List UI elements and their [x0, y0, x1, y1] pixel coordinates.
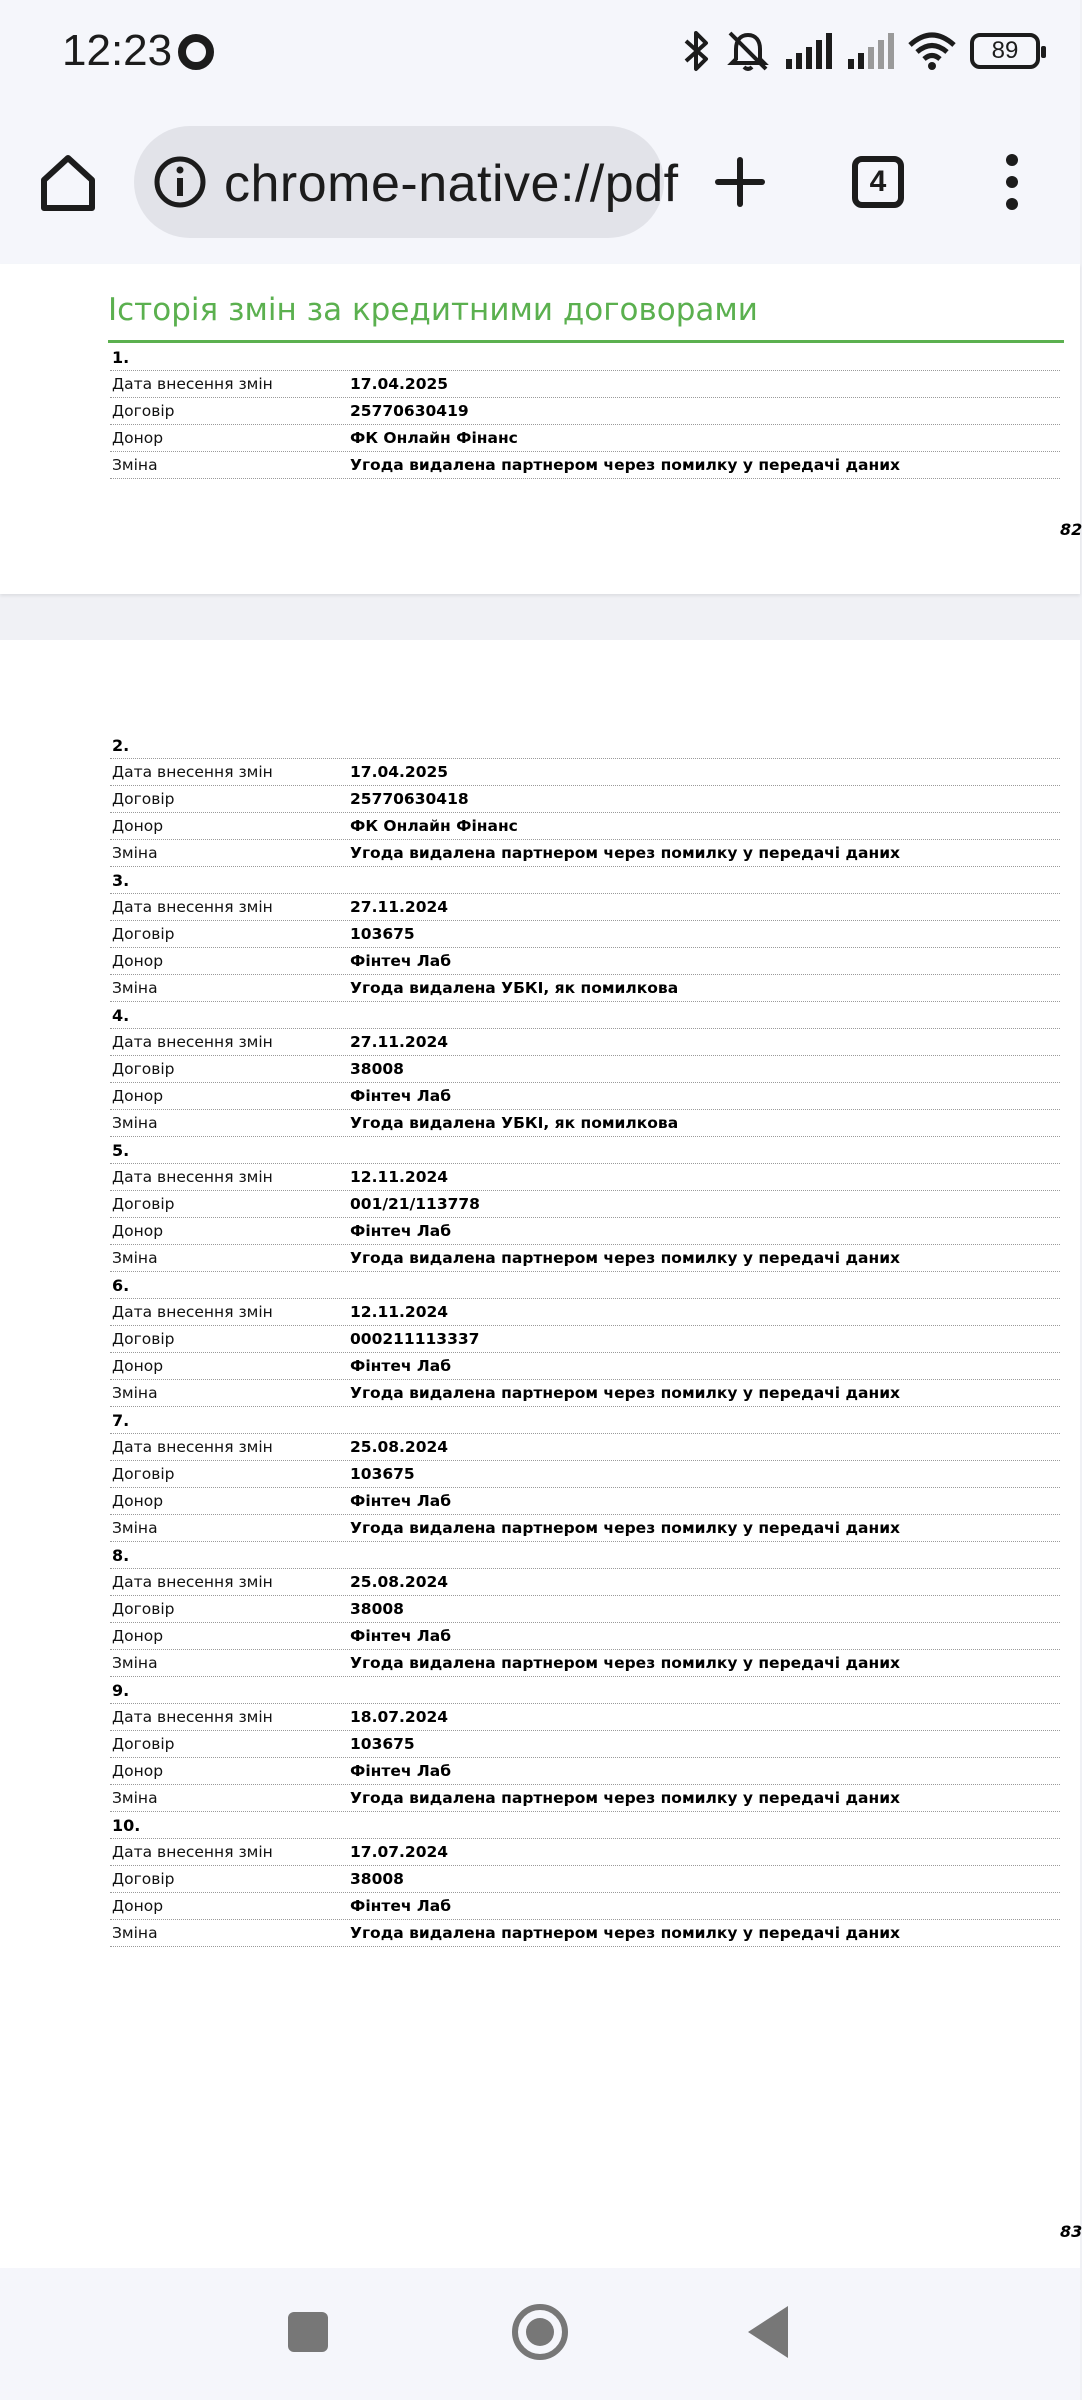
- record-label: Договір: [112, 1330, 175, 1348]
- bluetooth-icon: [682, 29, 712, 73]
- record-value: Угода видалена партнером через помилку у передачі даних: [350, 1789, 901, 1807]
- more-menu-icon[interactable]: [1000, 152, 1024, 212]
- record-row-date: [110, 1704, 1060, 1731]
- record-label: Донор: [112, 429, 164, 447]
- record-label: Дата внесення змін: [112, 1438, 273, 1456]
- pdf-viewer[interactable]: [0, 264, 1080, 2268]
- mute-icon: [726, 29, 770, 73]
- record-label: Донор: [112, 1762, 164, 1780]
- record-value: Угода видалена УБКІ, як помилкова: [350, 979, 679, 997]
- record-value: 38008: [350, 1060, 404, 1078]
- record-label: Дата внесення змін: [112, 375, 273, 393]
- record-row-date: [110, 1029, 1060, 1056]
- record-row-change: [110, 1245, 1060, 1272]
- record-row-contract: [110, 1731, 1060, 1758]
- record-label: Дата внесення змін: [112, 1843, 273, 1861]
- info-icon[interactable]: [152, 154, 208, 210]
- record-value: Фінтеч Лаб: [350, 1627, 452, 1645]
- record-label: Договір: [112, 1600, 175, 1618]
- record-label: Зміна: [112, 979, 158, 997]
- record-row-date: [110, 1164, 1060, 1191]
- record-value: Угода видалена УБКІ, як помилкова: [350, 1114, 679, 1132]
- record-row-contract: [110, 1596, 1060, 1623]
- record-row-date: [110, 1299, 1060, 1326]
- record-row-date: [110, 1434, 1060, 1461]
- record-label: Донор: [112, 1087, 164, 1105]
- record-value: 103675: [350, 925, 415, 943]
- record-row-change: [110, 1380, 1060, 1407]
- record-value: 000211113337: [350, 1330, 480, 1348]
- record-label: Договір: [112, 402, 175, 420]
- record-row-contract: [110, 1461, 1060, 1488]
- battery-level: 89: [991, 37, 1019, 64]
- page-title: Історія змін за кредитними договорами: [108, 292, 758, 328]
- record-label: Зміна: [112, 844, 158, 862]
- record-row-donor: [110, 425, 1060, 452]
- record-label: Зміна: [112, 456, 158, 474]
- record-row-contract: [110, 1191, 1060, 1218]
- record-row-donor: [110, 1083, 1060, 1110]
- record-value: 17.07.2024: [350, 1843, 449, 1861]
- title-underline: [108, 340, 1064, 343]
- record-value: 25770630419: [350, 402, 469, 420]
- records-list: [110, 344, 1060, 479]
- record-row-contract: [110, 1056, 1060, 1083]
- back-button[interactable]: [748, 2306, 788, 2358]
- record-label: Дата внесення змін: [112, 1573, 273, 1591]
- record-row-donor: [110, 1758, 1060, 1785]
- url-text[interactable]: chrome-native://pdf: [224, 155, 679, 213]
- record-label: Донор: [112, 1627, 164, 1645]
- record-value: Фінтеч Лаб: [350, 1492, 452, 1510]
- record-value: 38008: [350, 1600, 404, 1618]
- record-number: 3.: [110, 867, 1060, 894]
- record-row-donor: [110, 1353, 1060, 1380]
- record-number: 6.: [110, 1272, 1060, 1299]
- record-row-date: [110, 759, 1060, 786]
- record-value: 103675: [350, 1465, 415, 1483]
- record-row-change: [110, 1785, 1060, 1812]
- record-row-donor: [110, 1623, 1060, 1650]
- record-number: 1.: [110, 344, 1060, 371]
- record-row-donor: [110, 1218, 1060, 1245]
- record-value: ФК Онлайн Фінанс: [350, 429, 518, 447]
- record-value: Угода видалена партнером через помилку у передачі даних: [350, 1249, 901, 1267]
- record-label: Зміна: [112, 1789, 158, 1807]
- record-row-donor: [110, 813, 1060, 840]
- record-row-change: [110, 975, 1060, 1002]
- record-value: ФК Онлайн Фінанс: [350, 817, 518, 835]
- record-value: 27.11.2024: [350, 898, 449, 916]
- record-icon: [178, 34, 214, 70]
- record-row-date: [110, 371, 1060, 398]
- record-value: 17.04.2025: [350, 763, 449, 781]
- record-value: Угода видалена партнером через помилку у передачі даних: [350, 456, 901, 474]
- record-row-date: [110, 1569, 1060, 1596]
- record-row-contract: [110, 786, 1060, 813]
- record-label: Донор: [112, 1357, 164, 1375]
- page-number: 82: [1060, 520, 1082, 539]
- record-label: Зміна: [112, 1249, 158, 1267]
- tab-count: 4: [869, 165, 887, 198]
- record-value: Фінтеч Лаб: [350, 1897, 452, 1915]
- record-value: 27.11.2024: [350, 1033, 449, 1051]
- record-label: Дата внесення змін: [112, 898, 273, 916]
- new-tab-icon[interactable]: [708, 150, 772, 214]
- record-label: Дата внесення змін: [112, 763, 273, 781]
- record-label: Дата внесення змін: [112, 1168, 273, 1186]
- record-value: Угода видалена партнером через помилку у передачі даних: [350, 844, 901, 862]
- record-label: Договір: [112, 1195, 175, 1213]
- record-value: Фінтеч Лаб: [350, 1762, 452, 1780]
- record-value: 12.11.2024: [350, 1303, 449, 1321]
- record-value: 25770630418: [350, 790, 469, 808]
- record-row-change: [110, 1110, 1060, 1137]
- home-button[interactable]: [512, 2304, 568, 2360]
- record-value: 18.07.2024: [350, 1708, 449, 1726]
- record-label: Зміна: [112, 1384, 158, 1402]
- record-value: Фінтеч Лаб: [350, 1357, 452, 1375]
- record-value: Фінтеч Лаб: [350, 952, 452, 970]
- record-label: Зміна: [112, 1924, 158, 1942]
- home-icon[interactable]: [36, 150, 100, 214]
- pdf-page: [0, 640, 1080, 2268]
- record-label: Договір: [112, 790, 175, 808]
- record-label: Зміна: [112, 1114, 158, 1132]
- pdf-page: [0, 264, 1080, 594]
- record-row-contract: [110, 398, 1060, 425]
- record-row-donor: [110, 948, 1060, 975]
- record-value: Угода видалена партнером через помилку у передачі даних: [350, 1519, 901, 1537]
- record-label: Донор: [112, 817, 164, 835]
- record-row-date: [110, 894, 1060, 921]
- record-number: 7.: [110, 1407, 1060, 1434]
- record-value: 25.08.2024: [350, 1573, 449, 1591]
- record-label: Дата внесення змін: [112, 1033, 273, 1051]
- page-number: 83: [1060, 2222, 1082, 2241]
- battery-icon: [970, 33, 1040, 69]
- record-label: Договір: [112, 1870, 175, 1888]
- record-number: 9.: [110, 1677, 1060, 1704]
- record-row-change: [110, 1650, 1060, 1677]
- record-row-change: [110, 840, 1060, 867]
- system-nav-bar: [0, 2268, 1080, 2400]
- record-value: 103675: [350, 1735, 415, 1753]
- record-value: Угода видалена партнером через помилку у передачі даних: [350, 1384, 901, 1402]
- record-number: 5.: [110, 1137, 1060, 1164]
- record-label: Донор: [112, 952, 164, 970]
- record-value: Фінтеч Лаб: [350, 1087, 452, 1105]
- record-value: Угода видалена партнером через помилку у передачі даних: [350, 1924, 901, 1942]
- record-label: Донор: [112, 1492, 164, 1510]
- clock: 12:23: [62, 26, 173, 75]
- record-label: Дата внесення змін: [112, 1708, 273, 1726]
- record-value: 12.11.2024: [350, 1168, 449, 1186]
- record-label: Договір: [112, 1735, 175, 1753]
- record-label: Зміна: [112, 1654, 158, 1672]
- record-label: Договір: [112, 1465, 175, 1483]
- omnibox[interactable]: [134, 126, 679, 238]
- record-label: Дата внесення змін: [112, 1303, 273, 1321]
- record-row-change: [110, 1515, 1060, 1542]
- record-label: Донор: [112, 1897, 164, 1915]
- record-value: 38008: [350, 1870, 404, 1888]
- recents-button[interactable]: [288, 2312, 328, 2352]
- tab-switcher-button[interactable]: [852, 156, 904, 208]
- record-row-change: [110, 452, 1060, 479]
- record-label: Донор: [112, 1222, 164, 1240]
- record-row-donor: [110, 1488, 1060, 1515]
- record-row-change: [110, 1920, 1060, 1947]
- record-label: Договір: [112, 1060, 175, 1078]
- status-bar: [0, 0, 1080, 100]
- records-list: [110, 732, 1060, 1947]
- record-label: Зміна: [112, 1519, 158, 1537]
- record-row-contract: [110, 921, 1060, 948]
- record-row-date: [110, 1839, 1060, 1866]
- record-row-contract: [110, 1866, 1060, 1893]
- record-value: Угода видалена партнером через помилку у передачі даних: [350, 1654, 901, 1672]
- signal-icon: [846, 31, 894, 71]
- record-number: 4.: [110, 1002, 1060, 1029]
- record-value: 25.08.2024: [350, 1438, 449, 1456]
- record-label: Договір: [112, 925, 175, 943]
- record-number: 10.: [110, 1812, 1060, 1839]
- wifi-icon: [908, 31, 956, 71]
- record-number: 2.: [110, 732, 1060, 759]
- record-row-contract: [110, 1326, 1060, 1353]
- record-number: 8.: [110, 1542, 1060, 1569]
- record-value: Фінтеч Лаб: [350, 1222, 452, 1240]
- record-value: 001/21/113778: [350, 1195, 480, 1213]
- record-row-donor: [110, 1893, 1060, 1920]
- status-icons: [682, 26, 1040, 76]
- signal-icon: [784, 31, 832, 71]
- browser-toolbar: [0, 100, 1080, 264]
- record-value: 17.04.2025: [350, 375, 449, 393]
